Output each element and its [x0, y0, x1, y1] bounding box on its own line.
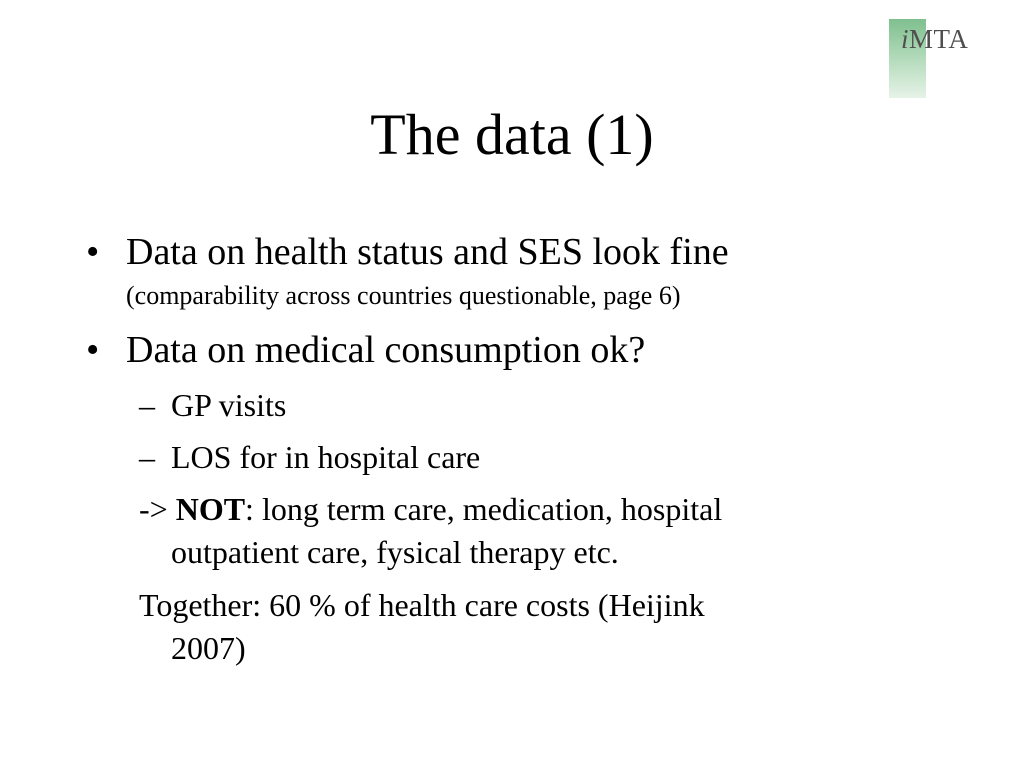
not-arrow: ->: [139, 491, 168, 527]
logo-text: [901, 26, 968, 53]
bullet-1-note: (comparability across countries questionable, page 6): [126, 281, 681, 310]
sub-item-2-mark: –: [139, 439, 155, 475]
slide-title: The data (1): [370, 102, 654, 167]
sub-item-1-text: GP visits: [171, 387, 287, 423]
together-line-2: 2007): [171, 630, 246, 666]
imta-logo: [889, 19, 989, 99]
not-rest: : long term care, medication, hospital: [245, 491, 723, 527]
logo-italic-i: i: [901, 24, 910, 54]
bullet-2-mark: •: [86, 329, 100, 371]
together-line-1: Together: 60 % of health care costs (Heijink: [139, 587, 705, 623]
not-line-1: [139, 489, 722, 529]
bullet-2-text: Data on medical consumption ok?: [126, 329, 646, 371]
logo-mta: MTA: [909, 24, 969, 54]
not-line-2: outpatient care, fysical therapy etc.: [171, 534, 619, 570]
sub-item-2-text: LOS for in hospital care: [171, 439, 481, 475]
bullet-1-mark: •: [86, 231, 100, 273]
bullet-1-text: Data on health status and SES look fine: [126, 231, 729, 273]
not-bold: NOT: [175, 491, 246, 527]
sub-item-1-mark: –: [139, 387, 155, 423]
